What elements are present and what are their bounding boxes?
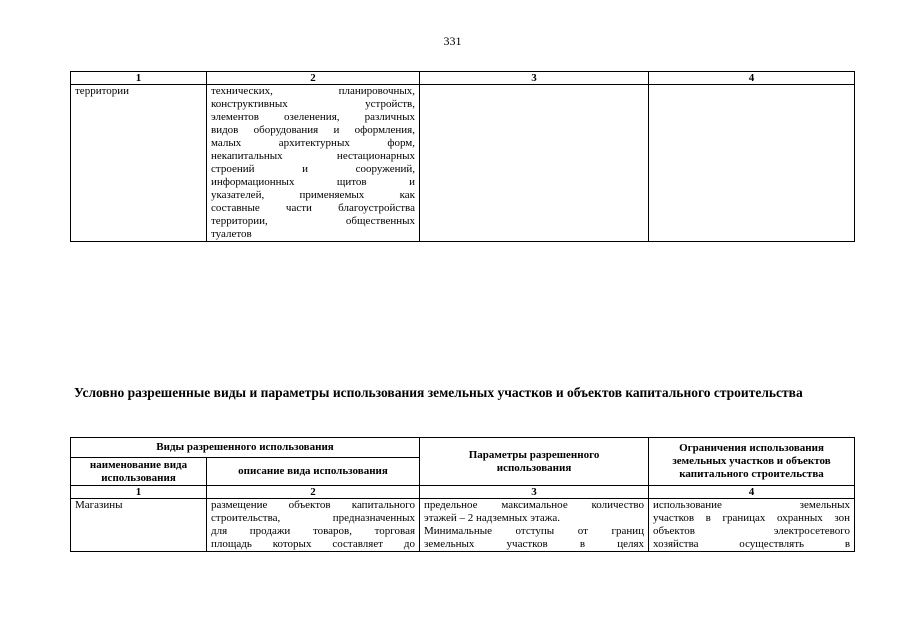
parameters-cell [420, 499, 649, 552]
header-line: использования [101, 471, 176, 484]
use-type-name: Магазины [71, 499, 207, 552]
description-line: строений и сооружений, [211, 163, 415, 175]
description-line: видов оборудования и оформления, [211, 124, 415, 136]
restrictions-line: объектов электросетевого [653, 525, 851, 537]
column-number: 3 [420, 72, 649, 85]
column-number: 1 [71, 486, 207, 499]
description-line: малых архитектурных форм, [211, 137, 415, 149]
column-number: 3 [420, 486, 649, 499]
parameters-line: предельное максимальное количество [424, 499, 645, 511]
restrictions-line: хозяйства осуществлять в [653, 538, 851, 550]
use-type-description [207, 499, 420, 552]
conditional-use-table [70, 437, 855, 552]
description-header: описание вида использования [207, 458, 420, 486]
column-number: 1 [71, 72, 207, 85]
name-header [71, 458, 207, 486]
use-type-name: территории [71, 85, 207, 242]
description-line: информационных щитов и [211, 176, 415, 188]
description-line: указателей, применяемых как [211, 189, 415, 201]
description-line: элементов озеленения, различных [211, 111, 415, 123]
continuation-table [70, 71, 855, 242]
restrictions-line: использование земельных [653, 499, 851, 511]
description-line: площадь которых составляет до [211, 538, 416, 550]
description-line: строительства, предназначенных [211, 512, 416, 524]
section-heading: Условно разрешенные виды и параметры использования земельных участков и объектов капитального строительства [74, 385, 803, 400]
header-line: Параметры разрешенного [468, 448, 600, 461]
header-line: наименование вида [89, 458, 188, 471]
parameters-line: земельных участков в целях [424, 538, 645, 550]
description-line: составные части благоустройства [211, 202, 415, 214]
description-line: конструктивных устройств, [211, 98, 415, 110]
parameters-line: этажей – 2 надземных этажа. [424, 512, 561, 524]
page-number: 331 [443, 34, 462, 48]
description-line: территории, общественных [211, 215, 415, 227]
header-row-1 [71, 438, 855, 458]
description-line: размещение объектов капитального [211, 499, 416, 511]
restrictions-cell [649, 85, 855, 242]
restrictions-header [649, 438, 855, 486]
description-line: некапитальных нестационарных [211, 150, 415, 162]
description-line: туалетов [211, 228, 252, 240]
column-number: 4 [649, 72, 855, 85]
parameters-header [420, 438, 649, 486]
parameters-line: Минимальные отступы от границ [424, 525, 645, 537]
description-line: технических, планировочных, [211, 85, 415, 97]
group-header: Виды разрешенного использования [71, 438, 420, 458]
column-number: 2 [207, 72, 420, 85]
header-line: земельных участков и объектов [672, 455, 831, 467]
column-number: 2 [207, 486, 420, 499]
column-number: 4 [649, 486, 855, 499]
header-line: использования [496, 461, 572, 474]
header-line: Ограничения использования [679, 442, 824, 454]
restrictions-line: участков в границах охранных зон [653, 512, 851, 524]
description-line: для продажи товаров, торговая [211, 525, 416, 537]
table-row [71, 499, 855, 552]
parameters-cell [420, 85, 649, 242]
column-number-row [71, 486, 855, 499]
table-row [71, 85, 855, 242]
use-type-description [207, 85, 420, 242]
column-number-row [71, 72, 855, 85]
header-line: капитального строительства [679, 468, 824, 480]
restrictions-cell [649, 499, 855, 552]
